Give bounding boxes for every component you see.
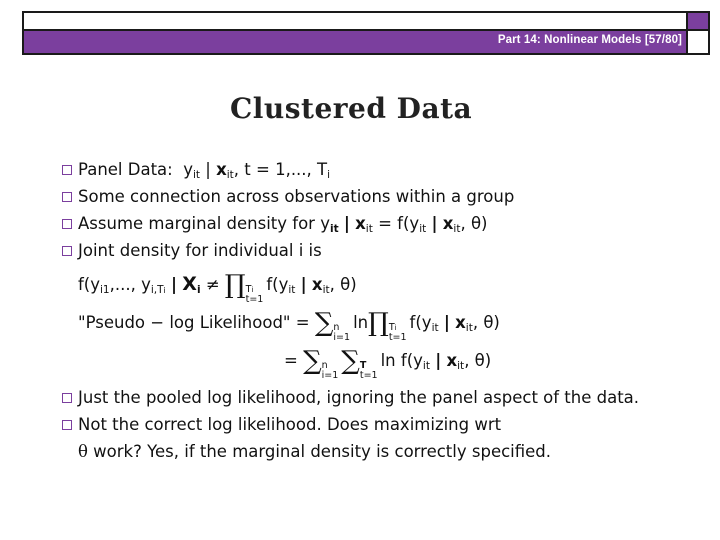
header-frame (22, 11, 688, 55)
equation-joint-density: $f(y_{i1}$,..., $y_{i,Ti}$ | $X_i$ ≠ ∏ Ti t=1 $f(y_{it}$ | $x_{it}$, θ) (78, 270, 357, 305)
header-top-strip (24, 13, 686, 31)
bullet-square (62, 393, 72, 403)
corner-white-block (688, 31, 708, 53)
bullet-joint-density: Joint density for individual i is (78, 241, 322, 260)
bullet-not-correct: Not the correct log likelihood. Does maximizing wrt (78, 415, 502, 434)
header-bar (24, 31, 686, 53)
bullet-square (62, 192, 72, 202)
bullet-square (62, 420, 72, 430)
slide-title: Clustered Data (230, 92, 473, 125)
bullet-square (62, 246, 72, 256)
header-corner-box (688, 11, 710, 55)
bullet-panel-data: Panel Data: $y_{it}$ | $x_{it}$, t = 1,..., $T_i$ (78, 160, 331, 181)
equation-pseudo-loglik: "Pseudo − log Likelihood" = ∑ n i=1 ln∏ Ti t=1 $f(y_{it}$ | $x_{it}$, θ) (78, 308, 500, 343)
bullet-connection: Some connection across observations within a group (78, 187, 515, 206)
bullet-square (62, 165, 72, 175)
slide-reference: Part 14: Nonlinear Models [57/80] (497, 34, 682, 46)
bullet-square (62, 219, 72, 229)
bullet-pooled-loglik: Just the pooled log likelihood, ignoring the panel aspect of the data. (78, 388, 640, 407)
corner-purple-block (688, 13, 708, 31)
bullet-theta-continuation: θ work? Yes, if the marginal density is correctly specified. (78, 442, 552, 461)
bullet-marginal-density: Assume marginal density for $y_{it}$ | $x_{it} = f(y_{it}$ | $x_{it}$, θ) (78, 214, 488, 235)
equation-pooled-sum: = ∑ n i=1 ∑ T t=1 $\ln f(y_{it}$ | $x_{it}$, θ) (284, 346, 492, 381)
